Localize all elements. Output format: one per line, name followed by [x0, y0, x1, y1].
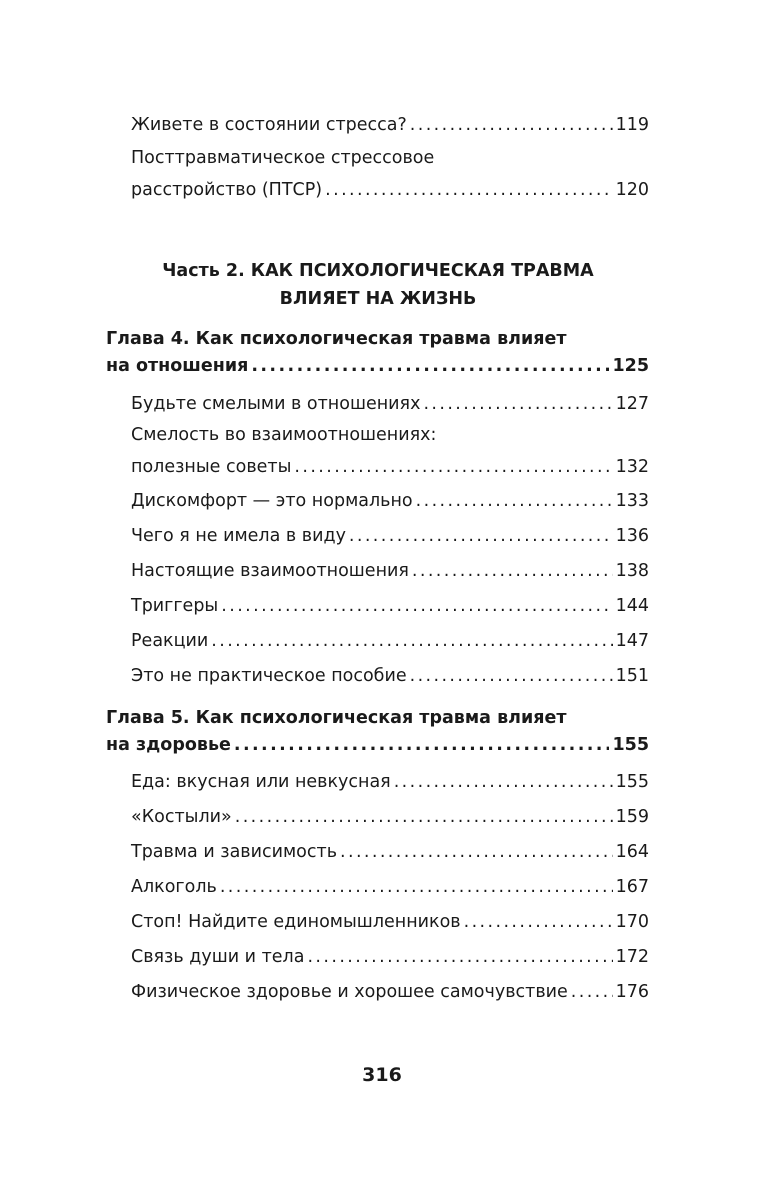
toc-entry-page: 164	[615, 842, 649, 862]
toc-entry-page: 120	[615, 180, 649, 200]
dot-leader	[571, 982, 613, 1003]
toc-entry-title: Чего я не имела в виду	[131, 526, 346, 546]
toc-entry-page: 159	[615, 807, 649, 827]
toc-entry-page: 144	[615, 596, 649, 616]
dot-leader	[394, 772, 613, 793]
toc-entry	[131, 842, 649, 863]
toc-entry-page: 119	[615, 115, 649, 135]
dot-leader	[220, 877, 613, 898]
dot-leader	[464, 912, 613, 933]
dot-leader	[412, 561, 613, 582]
chapter-title-line2: на отношения	[106, 356, 249, 376]
toc-entry-page: 170	[615, 912, 649, 932]
toc-entry-page: 132	[615, 457, 649, 477]
toc-entry-title: Реакции	[131, 631, 209, 651]
toc-entry	[131, 596, 649, 617]
toc-entry-title-line1: Смелость во взаимоотношениях:	[131, 425, 437, 445]
toc-entry-page: 147	[615, 631, 649, 651]
toc-entry-title: Связь души и тела	[131, 947, 305, 967]
dot-leader	[423, 394, 612, 415]
toc-entry	[131, 772, 649, 793]
dot-leader	[340, 842, 613, 863]
toc-entry-ptsd	[131, 148, 649, 201]
toc-entry	[131, 491, 649, 512]
toc-entry-title: Это не практическое пособие	[131, 666, 407, 686]
toc-chapter-4	[106, 329, 649, 377]
dot-leader	[251, 356, 609, 377]
toc-entry-title: Травма и зависимость	[131, 842, 338, 862]
chapter-page: 155	[612, 735, 649, 755]
toc-entry	[131, 666, 649, 687]
toc-entry-title: Живете в состоянии стресса?	[131, 115, 407, 135]
toc-entry	[131, 394, 649, 415]
toc-entry-title: Алкоголь	[131, 877, 217, 897]
toc-entry-title: «Костыли»	[131, 807, 232, 827]
toc-entry-title: Физическое здоровье и хорошее самочувствие	[131, 982, 568, 1002]
toc-entry	[131, 912, 649, 933]
toc-entry-page: 133	[615, 491, 649, 511]
toc-entry-page: 136	[615, 526, 649, 546]
dot-leader	[234, 735, 610, 756]
toc-entry-stress	[131, 115, 649, 136]
chapter-page: 125	[612, 356, 649, 376]
part-heading	[100, 257, 656, 313]
toc-entry-title: Триггеры	[131, 596, 219, 616]
toc-entry-title: расстройство (ПТСР)	[131, 180, 323, 200]
toc-entry-title: Будьте смелыми в отношениях	[131, 394, 421, 414]
toc-entry	[131, 561, 649, 582]
toc-entry-page: 155	[615, 772, 649, 792]
dot-leader	[349, 526, 613, 547]
dot-leader	[211, 631, 612, 652]
toc-entry	[131, 807, 649, 828]
dot-leader	[307, 947, 612, 968]
toc-entry	[131, 425, 649, 478]
toc-entry-page: 167	[615, 877, 649, 897]
dot-leader	[221, 596, 612, 617]
dot-leader	[235, 807, 613, 828]
part-heading-line1: Часть 2. КАК ПСИХОЛОГИЧЕСКАЯ ТРАВМА	[162, 261, 594, 281]
toc-entry-title: полезные советы	[131, 457, 292, 477]
toc-entry-title-line1: Посттравматическое стрессовое	[131, 148, 435, 168]
dot-leader	[325, 180, 612, 201]
dot-leader	[294, 457, 612, 478]
chapter-title-line2: на здоровье	[106, 735, 231, 755]
toc-chapter-5	[106, 708, 649, 756]
toc-entry	[131, 526, 649, 547]
toc-entry-page: 151	[615, 666, 649, 686]
toc-entry-page: 138	[615, 561, 649, 581]
toc-entry-page: 176	[615, 982, 649, 1002]
toc-entry	[131, 631, 649, 652]
page-number: 316	[362, 1064, 402, 1086]
toc-entry-title: Настоящие взаимоотношения	[131, 561, 409, 581]
dot-leader	[410, 115, 613, 136]
part-heading-line2: ВЛИЯЕТ НА ЖИЗНЬ	[279, 289, 477, 309]
chapter-title-line1: Глава 4. Как психологическая травма влияет	[106, 329, 567, 349]
toc-entry-title: Дискомфорт — это нормально	[131, 491, 413, 511]
toc-entry	[131, 877, 649, 898]
toc-entry-page: 172	[615, 947, 649, 967]
dot-leader	[410, 666, 613, 687]
chapter-title-line1: Глава 5. Как психологическая травма влияет	[106, 708, 567, 728]
dot-leader	[416, 491, 613, 512]
toc-entry-page: 127	[615, 394, 649, 414]
toc-entry	[131, 947, 649, 968]
toc-entry-title: Еда: вкусная или невкусная	[131, 772, 391, 792]
toc-entry-title: Стоп! Найдите единомышленников	[131, 912, 461, 932]
toc-entry	[131, 982, 649, 1003]
